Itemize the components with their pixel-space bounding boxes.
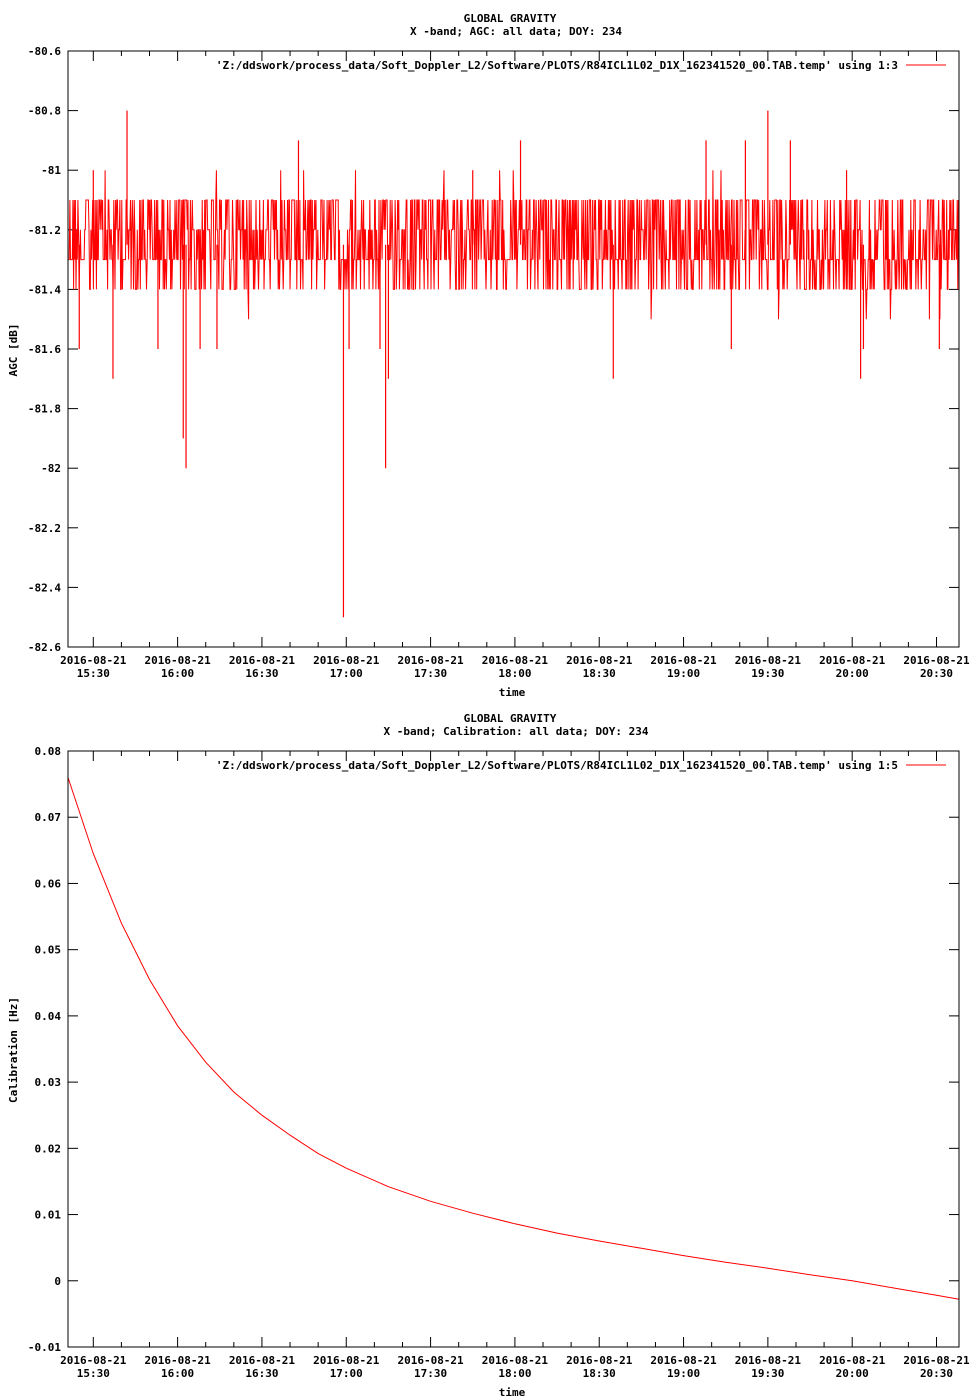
y-tick-label: 0.04 xyxy=(34,1009,61,1023)
legend-label: 'Z:/ddswork/process_data/Soft_Doppler_L2/Software/PLOTS/R84ICL1L02_D1X_162341520_00.TAB.temp' using 1:3 xyxy=(215,59,898,72)
x-tick-label: 19:00 xyxy=(666,667,701,680)
chart-subtitle: X -band; AGC: all data; DOY: 234 xyxy=(410,25,622,38)
x-tick-label: 20:30 xyxy=(919,667,954,680)
y-tick-label: -80.6 xyxy=(27,45,61,58)
y-axis-label: AGC [dB] xyxy=(7,323,20,377)
x-tick-date: 2016-08-21 xyxy=(734,1354,801,1367)
x-tick-date: 2016-08-21 xyxy=(397,654,464,667)
y-tick-label: 0.08 xyxy=(34,745,61,758)
plot-frame xyxy=(68,51,959,647)
x-tick-date: 2016-08-21 xyxy=(60,1354,127,1367)
y-tick-label: -82.2 xyxy=(27,521,61,535)
calibration-line xyxy=(68,778,959,1300)
y-tick-label: 0.01 xyxy=(34,1208,61,1222)
x-tick-date: 2016-08-21 xyxy=(566,1354,633,1367)
x-tick-label: 16:30 xyxy=(245,667,279,680)
x-tick-label: 15:30 xyxy=(76,667,110,680)
y-tick-label: -81.4 xyxy=(27,283,61,297)
x-tick-date: 2016-08-21 xyxy=(313,1354,380,1367)
x-tick-label: 18:30 xyxy=(582,1367,616,1380)
chart-subtitle: X -band; Calibration: all data; DOY: 234 xyxy=(383,725,649,738)
x-tick-date: 2016-08-21 xyxy=(481,654,549,667)
x-tick-label: 17:00 xyxy=(329,1367,363,1380)
y-tick-label: -81 xyxy=(41,164,61,178)
x-tick-label: 17:30 xyxy=(414,667,448,680)
x-tick-label: 20:00 xyxy=(835,1367,869,1380)
y-tick-label: -82.6 xyxy=(27,641,61,654)
x-tick-date: 2016-08-21 xyxy=(144,654,211,667)
x-tick-label: 16:00 xyxy=(161,667,195,680)
x-tick-label: 19:30 xyxy=(751,1367,785,1380)
x-tick-label: 16:00 xyxy=(161,1367,195,1380)
x-axis-label: time xyxy=(498,1386,526,1399)
y-tick-label: -82.4 xyxy=(27,581,61,595)
x-tick-date: 2016-08-21 xyxy=(481,1354,549,1367)
x-axis-label: time xyxy=(498,686,526,699)
y-tick-label: -81.6 xyxy=(27,343,61,356)
y-tick-label: -81.2 xyxy=(27,223,61,237)
y-tick-label: -82 xyxy=(41,462,61,476)
x-tick-date: 2016-08-21 xyxy=(566,654,633,667)
calibration-chart xyxy=(7,712,970,1399)
x-tick-date: 2016-08-21 xyxy=(903,654,970,667)
x-tick-label: 18:00 xyxy=(498,1367,532,1380)
x-tick-label: 16:30 xyxy=(245,1367,279,1380)
chart-title: GLOBAL GRAVITY xyxy=(463,12,557,25)
x-tick-label: 15:30 xyxy=(76,1367,110,1380)
x-tick-label: 18:30 xyxy=(582,667,616,680)
y-axis-label: Calibration [Hz] xyxy=(7,997,20,1103)
x-tick-label: 19:00 xyxy=(666,1367,701,1380)
y-tick-label: 0.07 xyxy=(34,811,61,825)
x-tick-date: 2016-08-21 xyxy=(650,654,717,667)
x-tick-label: 17:30 xyxy=(414,1367,448,1380)
x-tick-label: 19:30 xyxy=(751,667,785,680)
plot-area xyxy=(68,111,958,618)
plot-area xyxy=(68,778,959,1300)
x-tick-label: 17:00 xyxy=(329,667,363,680)
y-tick-label: -0.01 xyxy=(27,1341,61,1354)
y-tick-label: 0 xyxy=(54,1274,61,1288)
x-tick-date: 2016-08-21 xyxy=(819,654,886,667)
x-tick-label: 18:00 xyxy=(498,667,532,680)
plot-frame xyxy=(68,751,959,1347)
legend-label: 'Z:/ddswork/process_data/Soft_Doppler_L2/Software/PLOTS/R84ICL1L02_D1X_162341520_00.TAB.temp' using 1:5 xyxy=(215,759,898,772)
x-tick-label: 20:30 xyxy=(919,1367,954,1380)
x-tick-date: 2016-08-21 xyxy=(228,1354,296,1367)
agc-trace xyxy=(68,170,958,319)
y-ticks xyxy=(28,745,959,1354)
y-tick-label: 0.03 xyxy=(34,1076,61,1090)
x-tick-label: 20:00 xyxy=(835,667,869,680)
x-tick-date: 2016-08-21 xyxy=(734,654,801,667)
x-tick-date: 2016-08-21 xyxy=(397,1354,464,1367)
y-tick-label: 0.05 xyxy=(34,943,61,957)
chart-title: GLOBAL GRAVITY xyxy=(463,712,557,725)
x-tick-date: 2016-08-21 xyxy=(228,654,296,667)
y-tick-label: 0.02 xyxy=(34,1142,61,1156)
y-tick-label: -81.8 xyxy=(27,402,61,416)
x-tick-date: 2016-08-21 xyxy=(903,1354,970,1367)
x-ticks xyxy=(60,751,970,1380)
x-tick-date: 2016-08-21 xyxy=(313,654,380,667)
y-tick-label: 0.06 xyxy=(34,877,61,891)
x-tick-date: 2016-08-21 xyxy=(819,1354,886,1367)
x-tick-date: 2016-08-21 xyxy=(144,1354,211,1367)
agc-chart xyxy=(7,12,970,699)
x-tick-date: 2016-08-21 xyxy=(60,654,127,667)
x-tick-date: 2016-08-21 xyxy=(650,1354,717,1367)
y-tick-label: -80.8 xyxy=(27,104,61,118)
x-ticks xyxy=(60,51,970,680)
y-ticks xyxy=(28,45,959,654)
